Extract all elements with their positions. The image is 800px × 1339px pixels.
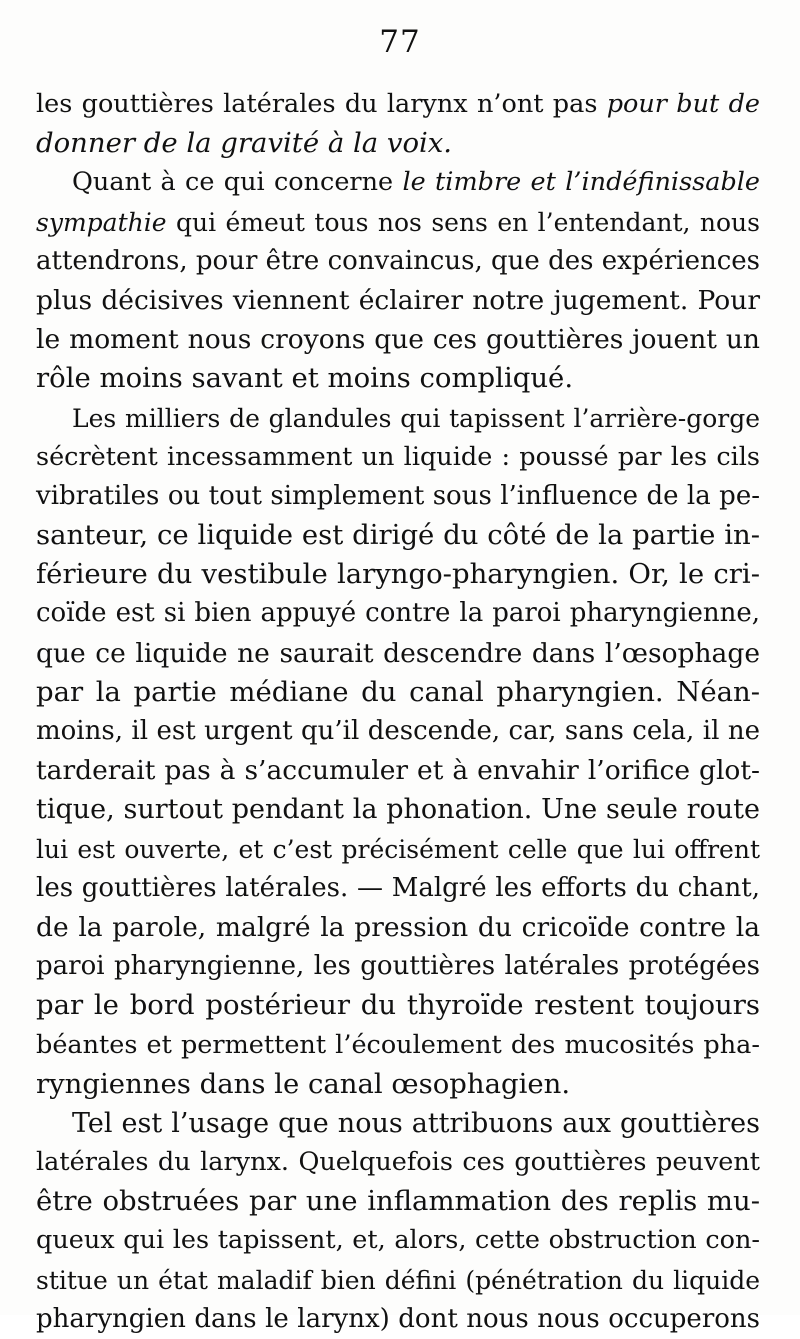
text-segment: les gouttières latérales. — Malgré les efforts du chant, — [36, 872, 760, 903]
text-line — [36, 477, 760, 516]
text-line — [36, 986, 760, 1025]
text-segment: Quant à ce qui concerne — [72, 167, 403, 198]
text-line — [36, 163, 760, 202]
text-segment: ryngiennes dans le canal œsophagien. — [36, 1067, 571, 1100]
text-segment: coïde est si bien appuyé contre la paroi pharyngienne, — [36, 598, 760, 629]
text-segment: Tel est l’usage que nous attribuons aux gouttières — [72, 1107, 760, 1139]
text-segment: paroi pharyngienne, les gouttières latérales protégées — [36, 951, 760, 982]
text-line — [36, 712, 760, 751]
italic-text: sympathie — [36, 207, 167, 237]
text-segment: tique, surtout pendant la phonation. Une seule route — [36, 794, 760, 826]
text-segment: attendrons, pour être convaincus, que des expériences — [36, 245, 760, 276]
text-segment: lui est ouverte, et c’est précisément celle que lui offrent — [36, 834, 760, 864]
text-line — [36, 947, 760, 986]
text-segment: être obstruées par une inflammation des replis mu- — [36, 1185, 760, 1218]
text-line — [36, 908, 760, 947]
text-line — [36, 594, 760, 633]
text-segment: par la partie médiane du canal pharyngien. Néan- — [36, 675, 760, 708]
text-line — [36, 1261, 760, 1300]
text-line — [36, 242, 760, 281]
text-line — [36, 124, 760, 163]
text-line — [36, 555, 760, 594]
text-segment: le moment nous croyons que ces gouttières jouent un — [36, 324, 760, 356]
text-line — [36, 634, 760, 673]
text-segment: les gouttières latérales du larynx n’ont pas — [36, 89, 607, 119]
text-line — [36, 438, 760, 477]
body-text — [36, 85, 760, 1339]
text-segment: de la parole, malgré la pression du cricoïde contre la — [36, 911, 760, 943]
text-line — [36, 1182, 760, 1221]
text-line — [36, 1104, 760, 1143]
text-segment: que ce liquide ne saurait descendre dans l’œsophage — [36, 637, 760, 669]
text-segment: moins, il est urgent qu’il descende, car, sans cela, il ne — [36, 716, 760, 746]
text-line — [36, 1300, 760, 1339]
italic-text: donner de la gravité à la voix. — [36, 127, 453, 160]
text-line — [36, 203, 760, 242]
text-segment: par le bord postérieur du thyroïde restent toujours — [36, 989, 760, 1022]
text-line — [36, 399, 760, 438]
text-line — [36, 281, 760, 320]
text-line — [36, 673, 760, 712]
text-segment: férieure du vestibule laryngo-pharyngien. Or, le cri- — [36, 558, 760, 591]
text-line — [36, 869, 760, 908]
text-line — [36, 830, 760, 869]
text-line — [36, 751, 760, 790]
text-line — [36, 85, 760, 124]
text-segment: stitue un état maladif bien défini (pénétration du liquide — [36, 1265, 760, 1295]
text-line — [36, 320, 760, 359]
italic-text: pour but de — [606, 89, 760, 119]
text-segment: plus décisives viennent éclairer notre jugement. Pour — [36, 284, 760, 316]
text-segment: vibratiles ou tout simplement sous l’influence de la pe- — [36, 480, 760, 511]
text-line — [36, 1143, 760, 1182]
text-line — [36, 1065, 760, 1104]
text-segment: pharyngien dans le larynx) dont nous nous occuperons — [36, 1303, 760, 1334]
italic-text: le timbre et l’indéfinissable — [402, 167, 761, 198]
text-segment: Les milliers de glandules qui tapissent l’arrière-gorge — [72, 403, 760, 433]
text-segment: tarderait pas à s’accumuler et à envahir l’orifice glot- — [36, 755, 760, 787]
text-line — [36, 516, 760, 555]
text-line — [36, 1026, 760, 1065]
text-segment: qui émeut tous nos sens en l’entendant, nous — [166, 207, 760, 237]
text-segment: rôle moins savant et moins compliqué. — [36, 362, 574, 395]
text-line — [36, 359, 760, 398]
page-number: 77 — [379, 24, 421, 60]
text-segment: sécrètent incessamment un liquide : poussé par les cils — [36, 441, 760, 472]
text-segment: béantes et permettent l’écoulement des mucosités pha- — [36, 1029, 760, 1060]
text-segment: queux qui les tapissent, et, alors, cette obstruction con- — [36, 1225, 760, 1256]
text-segment: latérales du larynx. Quelquefois ces gouttières peuvent — [36, 1147, 760, 1178]
text-line — [36, 1221, 760, 1260]
text-line — [36, 790, 760, 829]
text-segment: santeur, ce liquide est dirigé du côté de la partie in- — [36, 519, 760, 552]
